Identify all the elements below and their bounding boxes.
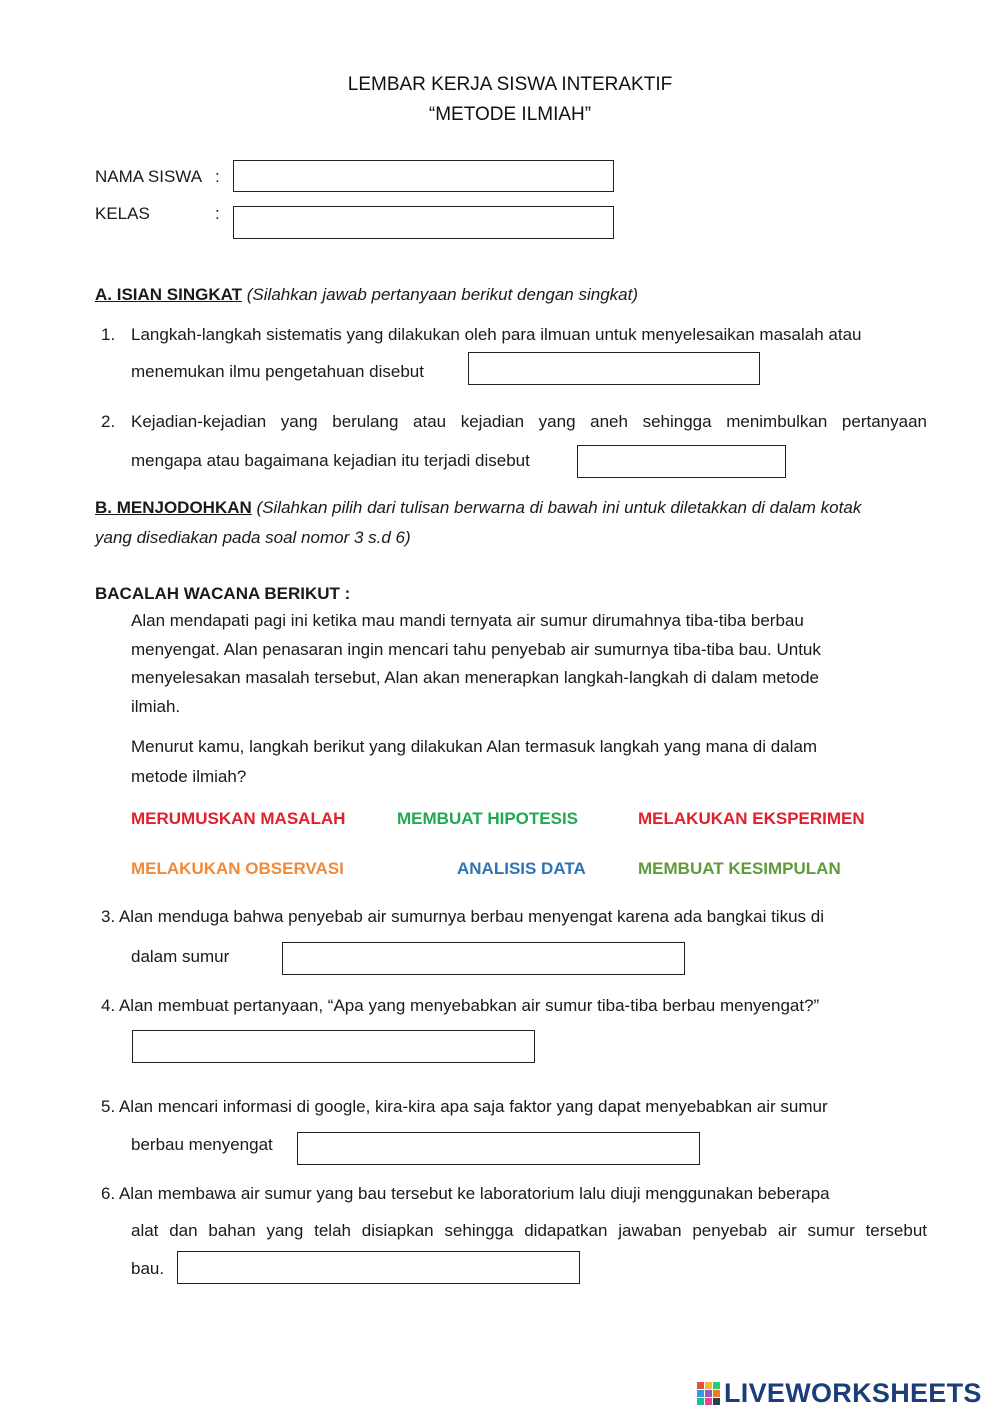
name-colon: : xyxy=(215,167,220,186)
section-b-heading: B. MENJODOHKAN xyxy=(95,498,252,517)
passage-line3: menyelesakan masalah tersebut, Alan akan menerapkan langkah-langkah di dalam metode xyxy=(131,668,819,687)
option-merumuskan-masalah[interactable]: MERUMUSKAN MASALAH xyxy=(131,809,346,828)
section-b-instruction-line2: yang disediakan pada soal nomor 3 s.d 6) xyxy=(95,528,411,547)
worksheet-title: LEMBAR KERJA SISWA INTERAKTIF xyxy=(347,74,673,95)
liveworksheets-logo-icon xyxy=(697,1382,720,1405)
prompt-line1: Menurut kamu, langkah berikut yang dilakukan Alan termasuk langkah yang mana di dalam xyxy=(131,737,818,756)
section-b-heading-row xyxy=(95,498,861,518)
class-label: KELAS xyxy=(95,204,150,223)
option-melakukan-observasi[interactable]: MELAKUKAN OBSERVASI xyxy=(131,859,344,878)
option-melakukan-eksperimen[interactable]: MELAKUKAN EKSPERIMEN xyxy=(638,809,865,828)
name-input[interactable] xyxy=(234,161,613,191)
q1-text-line1: Langkah-langkah sistematis yang dilakukan oleh para ilmuan untuk menyelesaikan masalah atau xyxy=(131,325,862,344)
logo-tile xyxy=(705,1390,712,1397)
logo-tile xyxy=(697,1398,704,1405)
q2-answer-input[interactable] xyxy=(578,446,785,477)
q6-text-line1: 6. Alan membawa air sumur yang bau tersebut ke laboratorium lalu diuji menggunakan beberapa xyxy=(101,1184,830,1203)
reading-heading: BACALAH WACANA BERIKUT : xyxy=(95,584,351,603)
section-a-instruction: (Silahkan jawab pertanyaan berikut dengan singkat) xyxy=(246,285,639,304)
q6-text-line2: alat dan bahan yang telah disiapkan sehingga didapatkan jawaban penyebab air sumur tersebut xyxy=(131,1221,927,1240)
class-colon: : xyxy=(215,204,220,223)
option-membuat-kesimpulan[interactable]: MEMBUAT KESIMPULAN xyxy=(638,859,841,878)
q5-answer-box[interactable] xyxy=(297,1132,700,1165)
q5-answer-input[interactable] xyxy=(298,1133,699,1164)
q4-answer-box[interactable] xyxy=(132,1030,535,1063)
q5-text-line2: berbau menyengat xyxy=(131,1135,273,1154)
passage-line2: menyengat. Alan penasaran ingin mencari tahu penyebab air sumurnya tiba-tiba bau. Untuk xyxy=(131,640,821,659)
logo-tile xyxy=(713,1382,720,1389)
liveworksheets-logo[interactable] xyxy=(697,1376,982,1410)
q1-answer-input[interactable] xyxy=(469,353,759,384)
q5-text-line1: 5. Alan mencari informasi di google, kira-kira apa saja faktor yang dapat menyebabkan air sumur xyxy=(101,1097,828,1116)
section-a-heading-row xyxy=(95,285,638,305)
worksheet-subtitle: “METODE ILMIAH” xyxy=(428,104,592,125)
passage-line4: ilmiah. xyxy=(131,697,181,716)
class-field[interactable] xyxy=(233,206,614,239)
liveworksheets-brand: LIVEWORKSHEETS xyxy=(724,1377,982,1408)
q3-answer-input[interactable] xyxy=(283,943,684,974)
q1-number: 1. xyxy=(101,325,116,344)
passage-line1: Alan mendapati pagi ini ketika mau mandi ternyata air sumur dirumahnya tiba-tiba berbau xyxy=(131,611,804,630)
q4-text-line1: 4. Alan membuat pertanyaan, “Apa yang menyebabkan air sumur tiba-tiba berbau menyengat?” xyxy=(101,996,820,1015)
prompt-line2: metode ilmiah? xyxy=(131,767,247,786)
logo-tile xyxy=(713,1390,720,1397)
q2-answer-box[interactable] xyxy=(577,445,786,478)
q2-text-line2: mengapa atau bagaimana kejadian itu terjadi disebut xyxy=(131,451,530,470)
q3-text-line2: dalam sumur xyxy=(131,947,230,966)
logo-tile xyxy=(705,1382,712,1389)
option-analisis-data[interactable]: ANALISIS DATA xyxy=(457,859,586,878)
name-field[interactable] xyxy=(233,160,614,192)
q3-answer-box[interactable] xyxy=(282,942,685,975)
q6-answer-input[interactable] xyxy=(178,1252,579,1283)
q6-text-line3: bau. xyxy=(131,1259,165,1278)
logo-tile xyxy=(705,1398,712,1405)
section-b-instruction-line1: (Silahkan pilih dari tulisan berwarna di bawah ini untuk diletakkan di dalam kotak xyxy=(256,498,862,517)
name-label: NAMA SISWA xyxy=(95,167,203,186)
q2-number: 2. xyxy=(101,412,116,431)
q6-answer-box[interactable] xyxy=(177,1251,580,1284)
q1-text-line2: menemukan ilmu pengetahuan disebut xyxy=(131,362,424,381)
option-membuat-hipotesis[interactable]: MEMBUAT HIPOTESIS xyxy=(397,809,579,828)
section-a-heading: A. ISIAN SINGKAT xyxy=(95,285,243,304)
class-input[interactable] xyxy=(234,207,613,238)
logo-tile xyxy=(697,1390,704,1397)
q4-answer-input[interactable] xyxy=(133,1031,534,1062)
q3-text-line1: 3. Alan menduga bahwa penyebab air sumurnya berbau menyengat karena ada bangkai tikus di xyxy=(101,907,824,926)
q2-text-line1: Kejadian-kejadian yang berulang atau kejadian yang aneh sehingga menimbulkan pertanyaan xyxy=(131,412,927,431)
logo-tile xyxy=(713,1398,720,1405)
logo-tile xyxy=(697,1382,704,1389)
q1-answer-box[interactable] xyxy=(468,352,760,385)
